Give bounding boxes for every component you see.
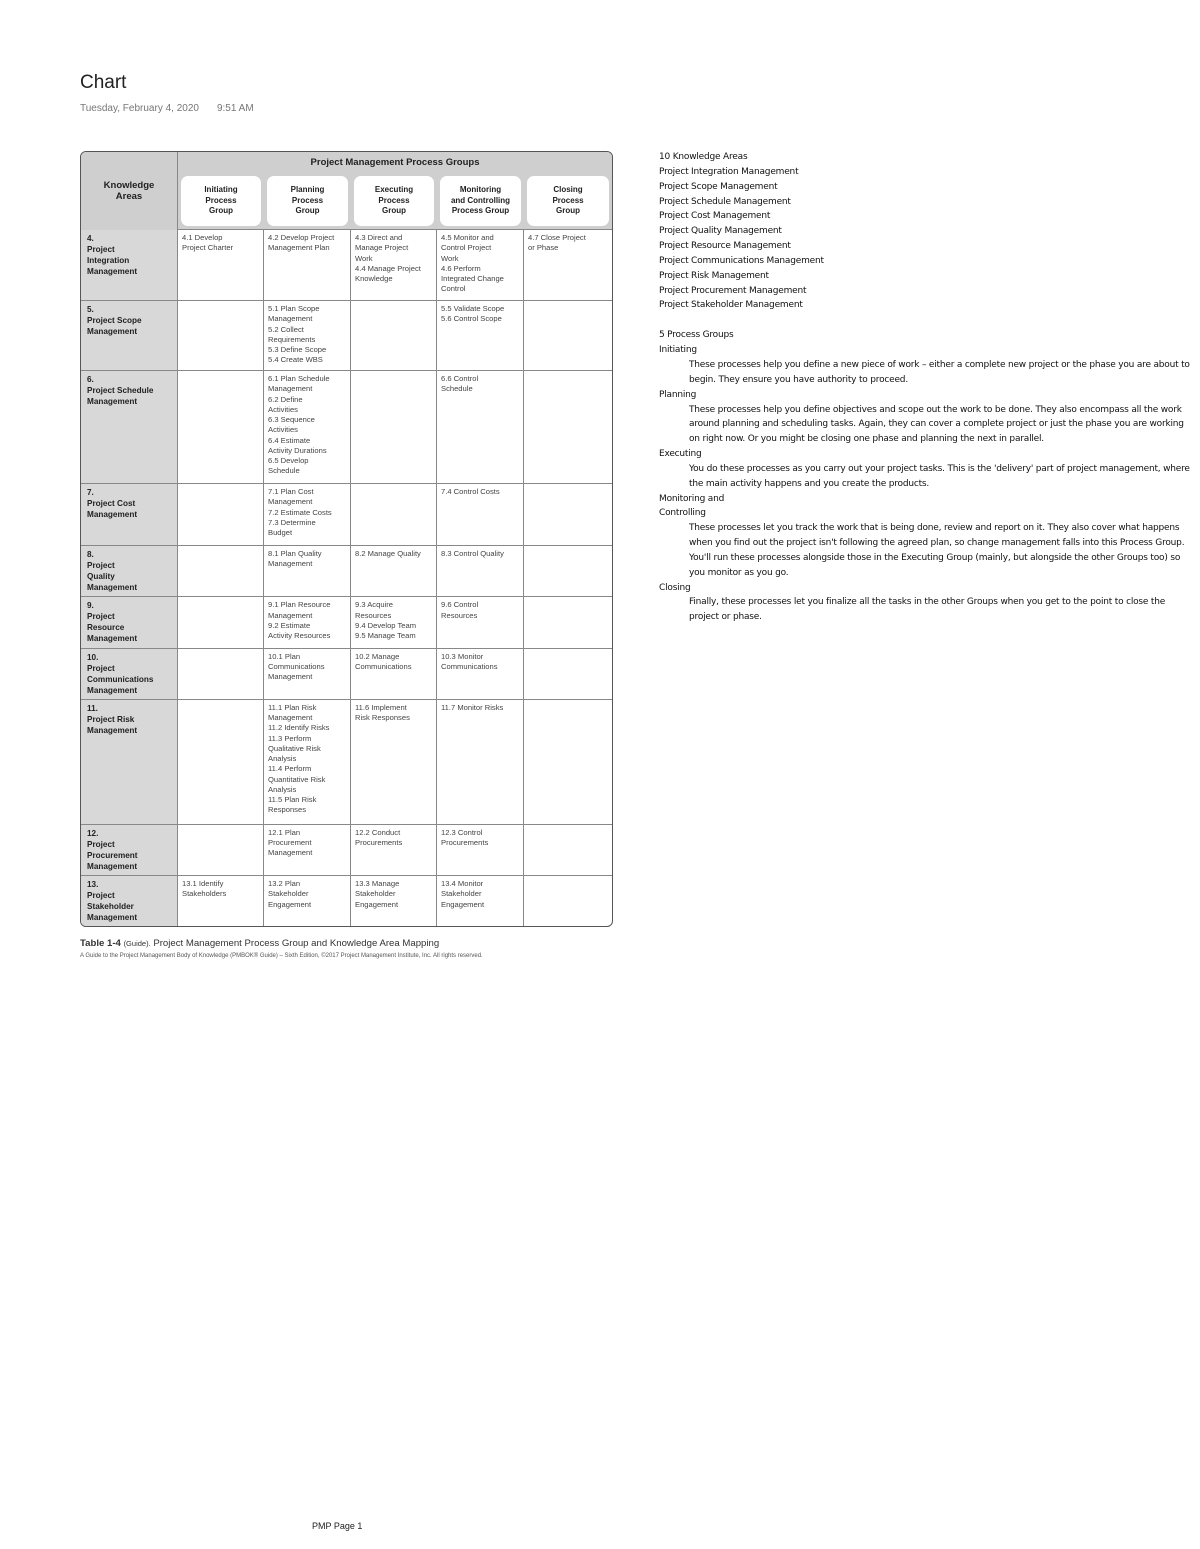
- process-cell: 9.6 Control Resources: [437, 597, 524, 648]
- table-row: [81, 649, 612, 700]
- process-group-table: [80, 151, 613, 927]
- table-row: [81, 371, 612, 484]
- table-row: [81, 301, 612, 371]
- process-cell: 13.1 Identify Stakeholders: [178, 876, 264, 926]
- knowledge-area-name: Project Cost Management: [87, 499, 138, 520]
- knowledge-area-item: Project Integration Management: [659, 166, 799, 177]
- knowledge-area-name: Project Quality Management: [87, 561, 138, 593]
- knowledge-area-cell: [81, 230, 178, 301]
- knowledge-area-name: Project Integration Management: [87, 245, 138, 277]
- knowledge-area-number: 7.: [87, 488, 94, 497]
- knowledge-areas-header: Knowledge Areas: [81, 152, 178, 230]
- process-cell: 4.2 Develop Project Management Plan: [264, 230, 351, 301]
- process-cell: 6.1 Plan Schedule Management 6.2 Define Activities 6.3 Sequence Activities 6.4 Estimate Activity Durations 6.5 Develop Schedule: [264, 371, 351, 484]
- knowledge-area-name: Project Resource Management: [87, 612, 138, 644]
- process-cell: 9.3 Acquire Resources 9.4 Develop Team 9.5 Manage Team: [351, 597, 437, 648]
- knowledge-area-number: 8.: [87, 550, 94, 559]
- knowledge-area-item: Project Procurement Management: [659, 285, 807, 296]
- page-date: [80, 103, 254, 114]
- process-cell: [178, 546, 264, 597]
- process-cell: 11.6 Implement Risk Responses: [351, 700, 437, 825]
- knowledge-area-cell: [81, 597, 178, 648]
- process-cell: 11.1 Plan Risk Management 11.2 Identify Risks 11.3 Perform Qualitative Risk Analysis 11.4 Perform Quantitative Risk Analysis 11.5 Plan Risk Responses: [264, 700, 351, 825]
- process-group-description: These processes help you define a new piece of work – either a complete new project or the phase you are about to begin. They ensure you have authority to proceed.: [689, 359, 1190, 385]
- knowledge-area-name: Project Schedule Management: [87, 386, 154, 407]
- knowledge-area-cell: [81, 546, 178, 597]
- page-footer: PMP Page 1: [312, 1521, 363, 1531]
- process-cell: 4.7 Close Project or Phase: [524, 230, 612, 301]
- process-cell: [178, 649, 264, 700]
- knowledge-areas-heading: 10 Knowledge Areas: [659, 152, 748, 162]
- knowledge-area-number: 9.: [87, 601, 94, 611]
- knowledge-area-cell: [81, 649, 178, 700]
- knowledge-area-number: 11.: [87, 703, 98, 713]
- process-group-name: Planning: [659, 389, 697, 400]
- process-cell: 11.7 Monitor Risks: [437, 700, 524, 825]
- process-groups-heading: 5 Process Groups: [659, 330, 734, 341]
- process-group-name: Closing: [659, 582, 691, 593]
- knowledge-area-list: [659, 165, 1194, 313]
- knowledge-area-number: 13.: [87, 880, 99, 889]
- process-cell: 4.1 Develop Project Charter: [178, 230, 264, 301]
- process-group-header-cell: [351, 172, 437, 230]
- process-group-label: Executing Process Group: [354, 176, 434, 226]
- table-caption: Table 1-4 (Guide). Project Management Process Group and Knowledge Area Mapping: [80, 938, 440, 950]
- process-group-name: Initiating: [659, 345, 697, 356]
- process-cell: [524, 546, 612, 597]
- process-cell: [524, 649, 612, 700]
- process-cell: 13.3 Manage Stakeholder Engagement: [351, 876, 437, 926]
- knowledge-area-name: Project Communications Management: [87, 663, 154, 695]
- process-cell: [351, 371, 437, 484]
- process-group-description: Finally, these processes let you finalize all the tasks in the other Groups when you get to the point to close the project or phase.: [689, 597, 1166, 623]
- knowledge-area-cell: [81, 825, 178, 876]
- process-cell: 12.3 Control Procurements: [437, 825, 524, 876]
- process-cell: 9.1 Plan Resource Management 9.2 Estimate Activity Resources: [264, 597, 351, 648]
- page-title: Chart: [80, 72, 127, 93]
- knowledge-area-name: Project Procurement Management: [87, 839, 138, 871]
- notes-panel: [659, 150, 1194, 625]
- process-cell: 4.5 Monitor and Control Project Work 4.6 Perform Integrated Change Control: [437, 230, 524, 301]
- knowledge-area-item: Project Communications Management: [659, 255, 824, 266]
- time-text: 9:51 AM: [216, 103, 254, 114]
- process-cell: [178, 825, 264, 876]
- process-cell: [351, 301, 437, 371]
- process-group-description: You do these processes as you carry out your project tasks. This is the 'delivery' part of project management, where the main activity happens and you create the products.: [689, 463, 1190, 489]
- process-cell: 12.1 Plan Procurement Management: [264, 825, 351, 876]
- process-cell: [524, 876, 612, 926]
- process-groups-figure: [80, 151, 611, 959]
- process-cell: 7.4 Control Costs: [437, 484, 524, 546]
- process-group-label: Closing Process Group: [527, 176, 609, 226]
- process-group-header-cell: [264, 172, 351, 230]
- process-cell: [524, 371, 612, 484]
- table-row: [81, 876, 612, 926]
- knowledge-area-name: Project Scope Management: [87, 316, 142, 337]
- knowledge-area-cell: [81, 700, 178, 825]
- knowledge-area-cell: [81, 484, 178, 546]
- process-group-header-cell: [437, 172, 524, 230]
- process-cell: 10.3 Monitor Communications: [437, 649, 524, 700]
- knowledge-area-item: Project Cost Management: [659, 211, 771, 222]
- date-text: Tuesday, February 4, 2020: [80, 103, 199, 114]
- process-cell: 7.1 Plan Cost Management 7.2 Estimate Costs 7.3 Determine Budget: [264, 484, 351, 546]
- process-cell: 5.5 Validate Scope 5.6 Control Scope: [437, 301, 524, 371]
- process-group-header-cell: [178, 172, 264, 230]
- process-cell: 6.6 Control Schedule: [437, 371, 524, 484]
- process-group-description: These processes help you define objectives and scope out the work to be done. They also encompass all the work around planning and scheduling tasks. Again, they can cover a complete project or just the phase you are working on right now. Or you might be closing one phase and planning the next in parallel.: [689, 404, 1184, 445]
- process-cell: [178, 484, 264, 546]
- knowledge-area-name: Project Stakeholder Management: [87, 891, 138, 923]
- process-cell: 5.1 Plan Scope Management 5.2 Collect Requirements 5.3 Define Scope 5.4 Create WBS: [264, 301, 351, 371]
- table-credit: A Guide to the Project Management Body of Knowledge (PMBOK® Guide) – Sixth Edition, ©2017 Project Management Institute, Inc. All rights reserved.: [80, 953, 483, 960]
- table-row: [81, 546, 612, 597]
- process-cell: [178, 371, 264, 484]
- process-group-label: Monitoring and Controlling Process Group: [440, 176, 521, 226]
- process-cell: [524, 597, 612, 648]
- knowledge-area-item: Project Quality Management: [659, 226, 782, 237]
- process-cell: [351, 484, 437, 546]
- knowledge-area-cell: [81, 371, 178, 484]
- knowledge-area-item: Project Resource Management: [659, 241, 791, 252]
- knowledge-area-number: 12.: [87, 828, 99, 838]
- process-cell: 4.3 Direct and Manage Project Work 4.4 Manage Project Knowledge: [351, 230, 437, 301]
- knowledge-area-item: Project Risk Management: [659, 270, 769, 281]
- knowledge-area-number: 10.: [87, 652, 99, 662]
- process-cell: [178, 301, 264, 371]
- knowledge-area-number: 4.: [87, 234, 94, 243]
- process-cell: 13.4 Monitor Stakeholder Engagement: [437, 876, 524, 926]
- process-group-name: Monitoring and Controlling: [659, 493, 725, 519]
- process-cell: 8.3 Control Quality: [437, 546, 524, 597]
- table-row: [81, 825, 612, 876]
- knowledge-area-number: 6.: [87, 375, 94, 384]
- process-cell: [524, 301, 612, 371]
- knowledge-area-name: Project Risk Management: [87, 714, 138, 735]
- knowledge-area-item: Project Schedule Management: [659, 196, 791, 207]
- process-group-list: [659, 343, 1194, 625]
- knowledge-area-item: Project Scope Management: [659, 181, 778, 192]
- process-cell: 10.2 Manage Communications: [351, 649, 437, 700]
- process-cell: 8.1 Plan Quality Management: [264, 546, 351, 597]
- table-row: [81, 597, 612, 648]
- process-cell: [178, 700, 264, 825]
- process-cell: 13.2 Plan Stakeholder Engagement: [264, 876, 351, 926]
- process-cell: 10.1 Plan Communications Management: [264, 649, 351, 700]
- process-group-label: Initiating Process Group: [181, 176, 261, 226]
- process-cell: 8.2 Manage Quality: [351, 546, 437, 597]
- process-cell: [178, 597, 264, 648]
- table-row: [81, 230, 612, 301]
- process-group-description: These processes let you track the work that is being done, review and report on it. They also cover what happens when you find out the project isn't following the agreed plan, so change management falls into this Process Group. You'll run these processes alongside those in the Executing Group (mainly, but alongside the other Groups too) so you monitor as you go.: [689, 523, 1185, 578]
- process-cell: [524, 700, 612, 825]
- process-cell: 12.2 Conduct Procurements: [351, 825, 437, 876]
- process-group-label: Planning Process Group: [267, 176, 348, 226]
- process-cell: [524, 825, 612, 876]
- knowledge-area-item: Project Stakeholder Management: [659, 300, 803, 311]
- process-groups-header: Project Management Process Groups: [178, 152, 612, 172]
- knowledge-area-number: 5.: [87, 305, 94, 314]
- table-row: [81, 700, 612, 825]
- knowledge-area-cell: [81, 301, 178, 371]
- knowledge-area-cell: [81, 876, 178, 926]
- process-cell: [524, 484, 612, 546]
- table-row: [81, 484, 612, 546]
- process-group-header-cell: [524, 172, 612, 230]
- process-group-name: Executing: [659, 449, 702, 460]
